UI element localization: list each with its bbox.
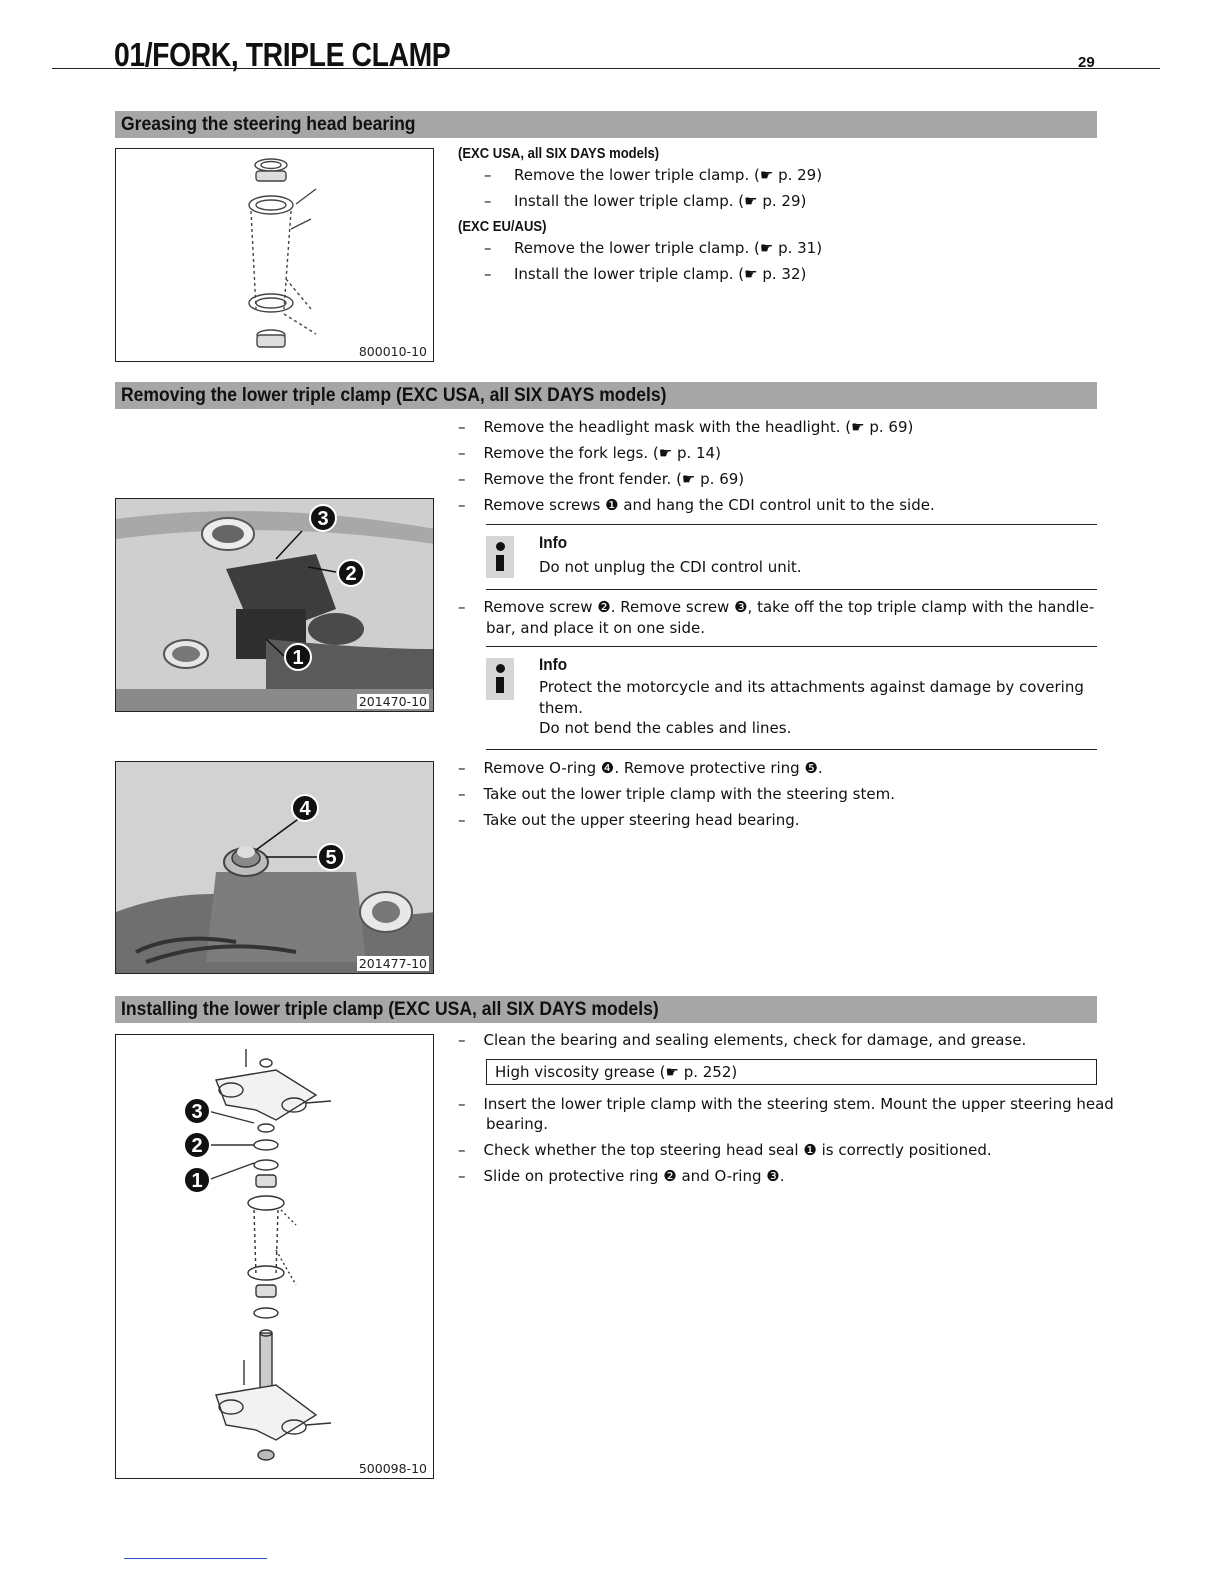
info-heading: Info xyxy=(539,655,568,674)
info-rule-top xyxy=(486,524,1097,525)
list-item: – Clean the bearing and sealing elements, check for damage, and grease. xyxy=(458,1031,1027,1049)
list-item: – Check whether the top steering head seal ❶ is correctly positioned. xyxy=(458,1141,992,1159)
bearing-exploded-drawing xyxy=(116,149,434,362)
photo-steering-stem xyxy=(115,761,434,974)
list-item: – Take out the upper steering head bearing. xyxy=(458,811,800,829)
section-title-installing: Installing the lower triple clamp (EXC USA, all SIX DAYS models) xyxy=(115,996,1097,1023)
condition-exc-eu: (EXC EU/AUS) xyxy=(458,219,547,235)
pointing-hand-icon: ☛ xyxy=(658,444,677,462)
info-text: Do not unplug the CDI control unit. xyxy=(539,558,802,576)
figure-code: 800010-10 xyxy=(358,344,427,359)
list-item: – Take out the lower triple clamp with the steering stem. xyxy=(458,785,895,803)
list-item: – Remove O-ring ❹. Remove protective ring ❺. xyxy=(458,759,823,777)
info-icon xyxy=(486,658,514,700)
photo-top-clamp-drawing xyxy=(116,499,434,712)
figure-exploded-triple-clamp xyxy=(115,1034,434,1479)
list-item: – Slide on protective ring ❷ and O-ring ❸. xyxy=(458,1167,785,1185)
header-rule xyxy=(52,68,1160,69)
section-title-greasing: Greasing the steering head bearing xyxy=(115,111,1097,138)
list-item: – Remove the lower triple clamp. (☛ p. 31) xyxy=(484,239,823,257)
list-item: – Remove screws ❶ and hang the CDI control unit to the side. xyxy=(458,496,935,514)
info-text: Protect the motorcycle and its attachments against damage by covering them. Do not bend the cables and lines. xyxy=(539,678,1084,737)
list-item: – Remove the front fender. (☛ p. 69) xyxy=(458,470,745,488)
pointing-hand-icon: ☛ xyxy=(681,470,701,488)
list-item: – Remove the headlight mask with the headlight. (☛ p. 69) xyxy=(458,418,914,436)
pointing-hand-icon: ☛ xyxy=(759,239,779,257)
list-item-continuation: bar, and place it on one side. xyxy=(486,619,705,637)
figure-code: 500098-10 xyxy=(358,1461,427,1476)
list-item: – Remove the lower triple clamp. (☛ p. 29) xyxy=(484,166,823,184)
page-number: 29 xyxy=(1078,54,1095,71)
info-rule-top xyxy=(486,646,1097,647)
page-title: 01/FORK, TRIPLE CLAMP xyxy=(114,36,451,73)
section-title-removing: Removing the lower triple clamp (EXC USA, all SIX DAYS models) xyxy=(115,382,1097,409)
callout-2: 2 xyxy=(191,1135,203,1157)
pointing-hand-icon: ☛ xyxy=(851,418,870,436)
spec-box: High viscosity grease (☛ p. 252) xyxy=(486,1059,1097,1085)
figure-code: 201470-10 xyxy=(358,694,427,709)
condition-exc-usa: (EXC USA, all SIX DAYS models) xyxy=(458,146,660,162)
info-rule-bottom xyxy=(486,589,1097,590)
info-heading: Info xyxy=(539,533,568,552)
callout-1: 1 xyxy=(191,1170,203,1192)
figure-code: 201477-10 xyxy=(358,956,427,971)
photo-top-clamp xyxy=(115,498,434,712)
callout-2: 2 xyxy=(345,563,357,585)
info-icon xyxy=(486,536,514,578)
pointing-hand-icon: ☛ xyxy=(744,192,763,210)
callout-5: 5 xyxy=(325,847,337,869)
list-item: – Install the lower triple clamp. (☛ p. 32) xyxy=(484,265,807,283)
info-rule-bottom xyxy=(486,749,1097,750)
photo-steering-stem-drawing xyxy=(116,762,434,974)
list-item: – Insert the lower triple clamp with the steering stem. Mount the upper steering head xyxy=(458,1095,1114,1113)
list-item-continuation: bearing. xyxy=(486,1115,549,1133)
list-item: – Remove screw ❷. Remove screw ❸, take off the top triple clamp with the handle- xyxy=(458,598,1095,616)
exploded-clamp-drawing xyxy=(116,1035,434,1479)
pointing-hand-icon: ☛ xyxy=(759,166,779,184)
callout-1: 1 xyxy=(292,647,304,669)
pointing-hand-icon: ☛ xyxy=(744,265,763,283)
pointing-hand-icon: ☛ xyxy=(665,1063,684,1081)
list-item: – Install the lower triple clamp. (☛ p. 29) xyxy=(484,192,807,210)
figure-steering-bearing xyxy=(115,148,434,362)
callout-4: 4 xyxy=(299,798,311,820)
footer-link-line xyxy=(124,1558,267,1559)
callout-3: 3 xyxy=(191,1101,203,1123)
callout-3: 3 xyxy=(317,508,329,530)
list-item: – Remove the fork legs. (☛ p. 14) xyxy=(458,444,721,462)
